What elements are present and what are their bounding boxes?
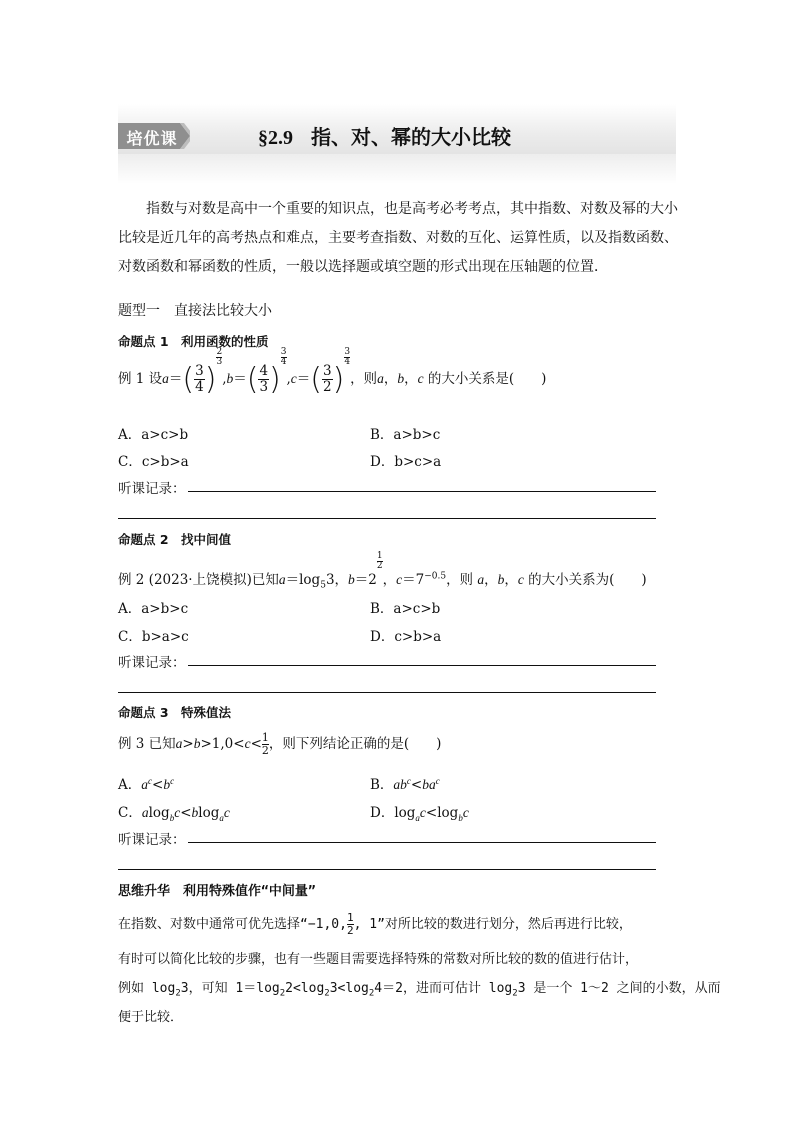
- ex1-tail: 的大小关系是( ): [427, 371, 547, 387]
- notes-line[interactable]: [118, 692, 656, 693]
- point-3-heading: 命题点 3 特殊值法: [118, 705, 232, 720]
- ex1-suffix: ，则: [350, 371, 378, 387]
- ex2-choice-d[interactable]: D．c>b>a: [370, 629, 442, 645]
- title-text: 指、对、幂的大小比较: [311, 125, 511, 149]
- ex3-choice-b[interactable]: B．$ab^c<ba^c$: [370, 775, 440, 793]
- page-title: [258, 121, 511, 150]
- ex3-choice-c[interactable]: C．alog$_b$c<blog$_a$c: [118, 805, 230, 823]
- notes-line[interactable]: [118, 518, 656, 519]
- notes-line[interactable]: [188, 491, 656, 492]
- point-2-heading: 命题点 2 找中间值: [118, 532, 232, 547]
- notes-label-1: 听课记录：: [118, 481, 186, 497]
- think-line-2: 有时可以简化比较的步骤，也有一些题目需要选择特殊的常数对所比较的数的值进行估计，: [118, 952, 639, 967]
- ex1-prefix: 例 1 设: [118, 371, 163, 387]
- think-line-1: 在指数、对数中通常可优先选择“−1,0, $\frac{1}{2}$ , 1”对所比较的数进行划分，然后再进行比较，: [118, 911, 632, 938]
- ex3-choice-d[interactable]: D．$\log_ac<\log_bc$: [370, 805, 469, 823]
- intro-paragraph: 指数与对数是高中一个重要的知识点，也是高考必考考点，其中指数、对数及幂的大小比较是近几年的高考热点和难点，主要考查指数、对数的互化、运算性质，以及指数函数、对数函数和幂函数的性质，一般以选择题或填空题的形式出现在压轴题的位置．: [118, 201, 678, 275]
- think-line-4: 便于比较．: [118, 1010, 184, 1025]
- ex2-tail: 的大小关系为( ): [528, 572, 647, 588]
- point-1-heading: 命题点 1 利用函数的性质: [118, 334, 269, 349]
- notes-line[interactable]: [188, 665, 656, 666]
- ex1-choice-a[interactable]: A．a>c>b: [118, 427, 189, 443]
- section-number: §2.9: [258, 127, 293, 149]
- header-shadow: [118, 154, 676, 184]
- lesson-tag: [118, 123, 190, 149]
- tag-label: 培优课: [126, 129, 178, 148]
- ex1-choice-d[interactable]: D．b>c>a: [370, 454, 442, 470]
- example-1: 例 1 设a＝( $\frac{3}{4}$ ) $\frac{2}{3},b=$( $\frac{4}{3}$ ) $\frac{3}{4},c=$( $\frac{3}{2}$ ) $\frac{3}{4}$，则a，b，c 的大小关系是( ): [118, 347, 547, 397]
- ex2-prefix: 例 2 (2023·上饶模拟)已知: [118, 572, 279, 588]
- notes-line[interactable]: [188, 842, 656, 843]
- ex2-choice-b[interactable]: B．a>c>b: [370, 601, 441, 617]
- ex2-choice-a[interactable]: A．a>b>c: [118, 601, 189, 617]
- ex3-prefix: 例 3 已知: [118, 736, 176, 753]
- think-title: 思维升华 利用特殊值作“中间量”: [118, 884, 316, 899]
- ex1-choice-c[interactable]: C．c>b>a: [118, 454, 189, 470]
- notes-line[interactable]: [118, 869, 656, 870]
- ex3-choice-a[interactable]: A．$a^c<b^c$: [118, 775, 175, 793]
- example-2: 例 2 (2023·上饶模拟)已知$a=\log_53$，b＝2 $\frac{1}{2}$，$c=7^{-0.5}$，则 a，b，c 的大小关系为( ): [118, 551, 647, 591]
- example-3: 例 3 已知a>b>1,0<c< $\frac{1}{2}$ ，则下列结论正确的是( ): [118, 731, 442, 758]
- notes-label-2: 听课记录：: [118, 655, 186, 671]
- ex3-tail: ，则下列结论正确的是( ): [268, 736, 442, 753]
- think-line-3: 例如 $\log_23$，可知 $1=\log_22<\log_23<\log_24=2$，进而可估计 $\log_23$ 是一个 1～2 之间的小数，从而: [118, 981, 721, 999]
- section-heading: 题型一 直接法比较大小: [118, 303, 272, 319]
- ex1-choice-b[interactable]: B．a>b>c: [370, 427, 441, 443]
- ex2-choice-c[interactable]: C．b>a>c: [118, 629, 189, 645]
- notes-label-3: 听课记录：: [118, 832, 186, 848]
